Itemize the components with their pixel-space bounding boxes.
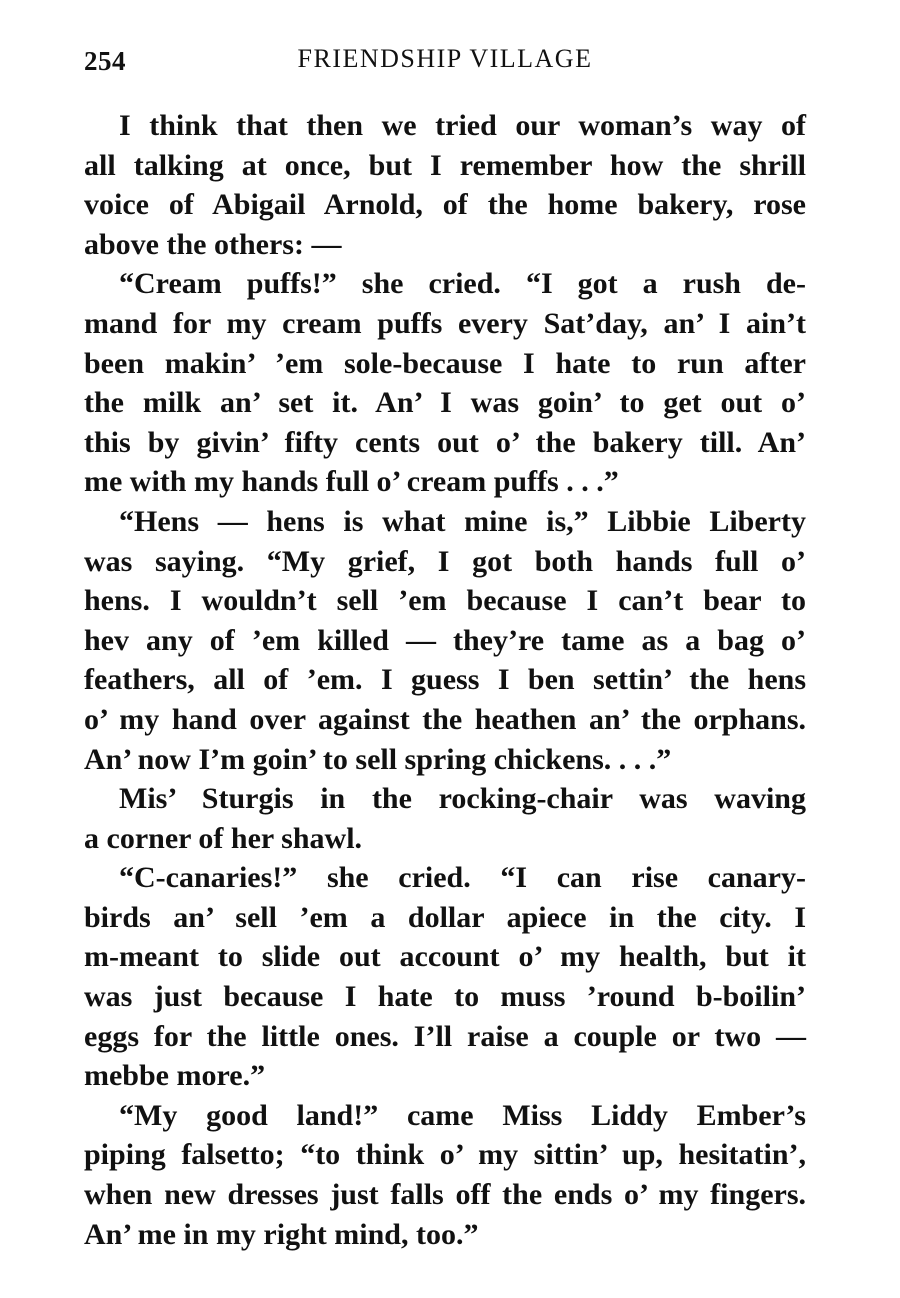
text-line: was just because I hate to muss ’round b-boilin’ (84, 980, 806, 1014)
text-line: “Hens — hens is what mine is,” Libbie Liberty (119, 504, 806, 538)
text-line: hens. I wouldn’t sell ’em because I can’t bear to (84, 584, 806, 618)
paragraph (84, 106, 806, 264)
text-line: mebbe more.” (84, 1059, 266, 1093)
text-line: feathers, all of ’em. I guess I ben settin’ the hens (84, 663, 806, 697)
book-title: FRIENDSHIP VILLAGE (297, 44, 593, 73)
text-line: this by givin’ fifty cents out o’ the bakery till. An’ (84, 425, 806, 459)
text-line: “C-canaries!” she cried. “I can rise canary- (119, 861, 806, 895)
paragraph (84, 502, 806, 779)
text-line: voice of Abigail Arnold, of the home bakery, rose (84, 188, 806, 222)
text-line: I think that then we tried our woman’s way of (119, 109, 806, 142)
text-line: An’ me in my right mind, too.” (84, 1217, 479, 1251)
text-line: a corner of her shawl. (84, 821, 363, 855)
paragraph (84, 1096, 806, 1254)
text-line: o’ my hand over against the heathen an’ the orphans. (84, 702, 806, 736)
book-page (84, 38, 806, 1254)
paragraph (84, 858, 806, 1096)
paragraph (84, 264, 806, 502)
text-line: me with my hands full o’ cream puffs . . .” (84, 465, 619, 499)
text-line: hev any of ’em killed — they’re tame as a bag o’ (84, 623, 806, 657)
text-line: “Cream puffs!” she cried. “I got a rush de- (119, 267, 806, 301)
paragraph (84, 779, 806, 858)
text-line: the milk an’ set it. An’ I was goin’ to get out o’ (84, 386, 806, 420)
text-line: above the others: — (84, 227, 342, 261)
text-line: all talking at once, but I remember how the shrill (84, 148, 806, 182)
text-line: been makin’ ’em sole-because I hate to run after (84, 346, 806, 380)
text-line: mand for my cream puffs every Sat’day, an’ I ain’t (84, 306, 806, 340)
body-text (84, 106, 806, 1254)
text-line: when new dresses just falls off the ends o’ my fingers. (84, 1178, 806, 1212)
text-line: Mis’ Sturgis in the rocking-chair was waving (119, 782, 806, 816)
text-line: eggs for the little ones. I’ll raise a couple or two — (84, 1019, 806, 1053)
text-line: birds an’ sell ’em a dollar apiece in the city. I (84, 900, 806, 934)
text-line: piping falsetto; “to think o’ my sittin’ up, hesitatin’, (84, 1138, 806, 1172)
text-line: was saying. “My grief, I got both hands full o’ (84, 544, 806, 578)
text-line: An’ now I’m goin’ to sell spring chickens. . . .” (84, 742, 672, 776)
running-head (84, 38, 806, 84)
text-line: m-meant to slide out account o’ my health, but it (84, 940, 806, 974)
page-number: 254 (84, 46, 126, 76)
text-line: “My good land!” came Miss Liddy Ember’s (119, 1098, 806, 1132)
